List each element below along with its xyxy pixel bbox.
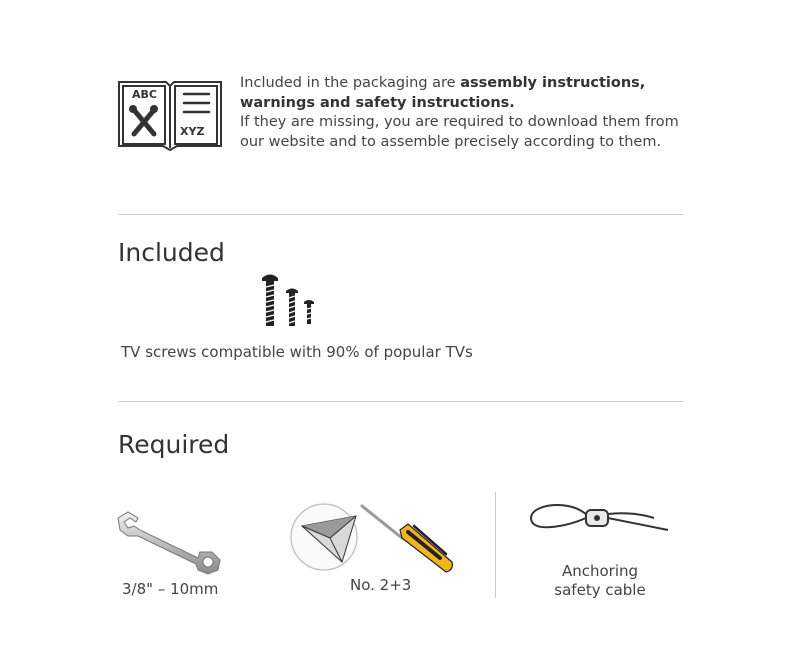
safety-cable-icon [528, 498, 670, 538]
screws-caption: TV screws compatible with 90% of popular TVs [121, 343, 473, 361]
required-heading: Required [118, 430, 230, 459]
screws-icon [260, 272, 320, 328]
intro-line-1-plain: Included in the packaging are [240, 75, 461, 91]
intro-paragraph [240, 74, 680, 152]
included-heading: Included [118, 238, 225, 267]
safety-cable-caption [545, 562, 655, 600]
safety-cable-caption-line-1: Anchoring [561, 562, 639, 580]
section-divider [118, 401, 683, 402]
intro-line-4: our website and to assemble precisely according to them. [240, 133, 662, 150]
screwdriver-caption: No. 2+3 [350, 576, 412, 594]
section-divider [118, 214, 683, 215]
intro-line-2 [240, 94, 680, 114]
manual-icon-label-left: ABC [132, 88, 157, 101]
vertical-divider [495, 492, 496, 598]
screwdriver-icon [290, 500, 460, 578]
intro-line-2-bold: warnings and safety instructions. [240, 94, 515, 111]
manual-icon-label-right: XYZ [180, 125, 205, 138]
wrench-caption: 3/8" – 10mm [122, 580, 219, 598]
safety-cable-caption-line-2: safety cable [554, 581, 646, 599]
instruction-manual-icon [117, 74, 223, 152]
intro-line-3: If they are missing, you are required to download them from [240, 114, 679, 130]
intro-line-1 [240, 74, 680, 94]
wrench-icon [116, 508, 222, 578]
intro-line-1-bold: assembly instructions, [460, 75, 646, 91]
